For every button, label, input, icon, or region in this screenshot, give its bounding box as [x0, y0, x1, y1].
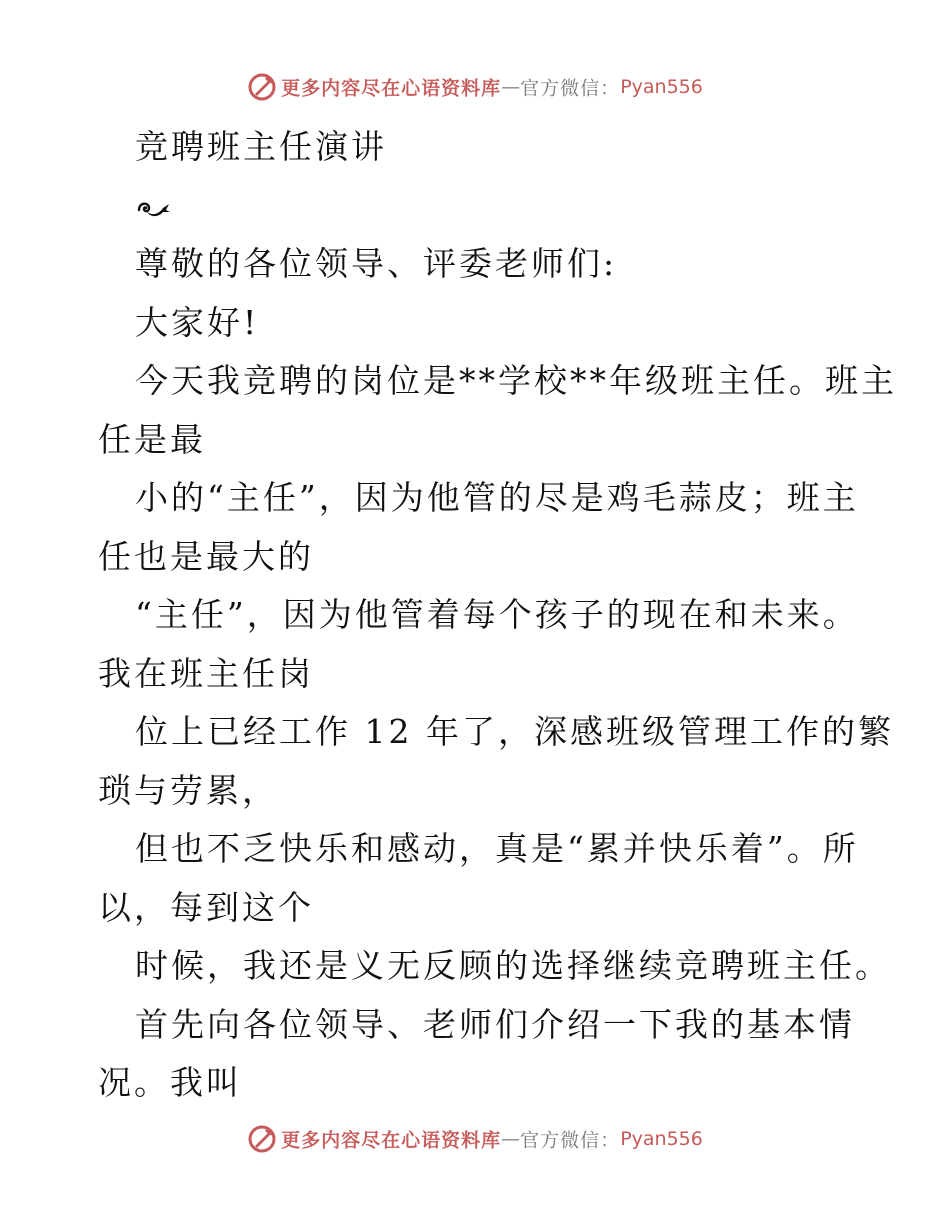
header-wechat-id: Pyan556 [620, 76, 703, 98]
header-official-label: 官方微信： [520, 77, 621, 100]
header-watermark [0, 72, 950, 102]
footer-separator: — [501, 1128, 521, 1150]
paragraph-line-10: 琐与劳累， [98, 770, 278, 810]
quill-logo-icon [247, 72, 277, 102]
paragraph-line-5: 小的“主任”，因为他管的尽是鸡毛蒜皮；班主 [135, 478, 859, 517]
footer-wechat-id: Pyan556 [620, 1128, 703, 1150]
paragraph-line-15: 况。我叫 [98, 1063, 242, 1102]
document-body [98, 118, 897, 1113]
paragraph-line-7: “主任”，因为他管着每个孩子的现在和未来。 [135, 595, 859, 634]
footer-site-text: 更多内容尽在心语资料库 [281, 1129, 502, 1152]
paragraph-line-8: 我在班主任岗 [98, 653, 314, 693]
paragraph-line-6: 任也是最大的 [98, 536, 314, 576]
paragraph-line-9: 位上已经工作 12 年了，深感班级管理工作的繁 [135, 712, 894, 751]
paragraph-line-12: 以，每到这个 [98, 887, 314, 927]
header-separator: — [501, 76, 521, 98]
footer-official-label: 官方微信： [520, 1129, 621, 1152]
paragraph-line-2: 大家好! [135, 302, 260, 342]
ornament-row [98, 177, 858, 236]
footer-watermark [0, 1124, 950, 1154]
paragraph-line-14: 首先向各位领导、老师们介绍一下我的基本情 [135, 1004, 855, 1044]
paragraph-line-3: 今天我竞聘的岗位是**学校**年级班主任。班主 [135, 361, 897, 400]
document-title: 竞聘班主任演讲 [135, 127, 387, 166]
paragraph-line-13: 时候，我还是义无反顾的选择继续竞聘班主任。 [135, 946, 891, 985]
paragraph-line-11: 但也不乏快乐和感动，真是“累并快乐着”。所 [135, 829, 859, 868]
paragraph-line-1: 尊敬的各位领导、评委老师们: [135, 244, 618, 283]
header-site-text: 更多内容尽在心语资料库 [281, 77, 502, 100]
swirl-ornament-icon [135, 196, 171, 220]
quill-logo-icon [247, 1124, 277, 1154]
paragraph-line-4: 任是最 [98, 419, 206, 459]
